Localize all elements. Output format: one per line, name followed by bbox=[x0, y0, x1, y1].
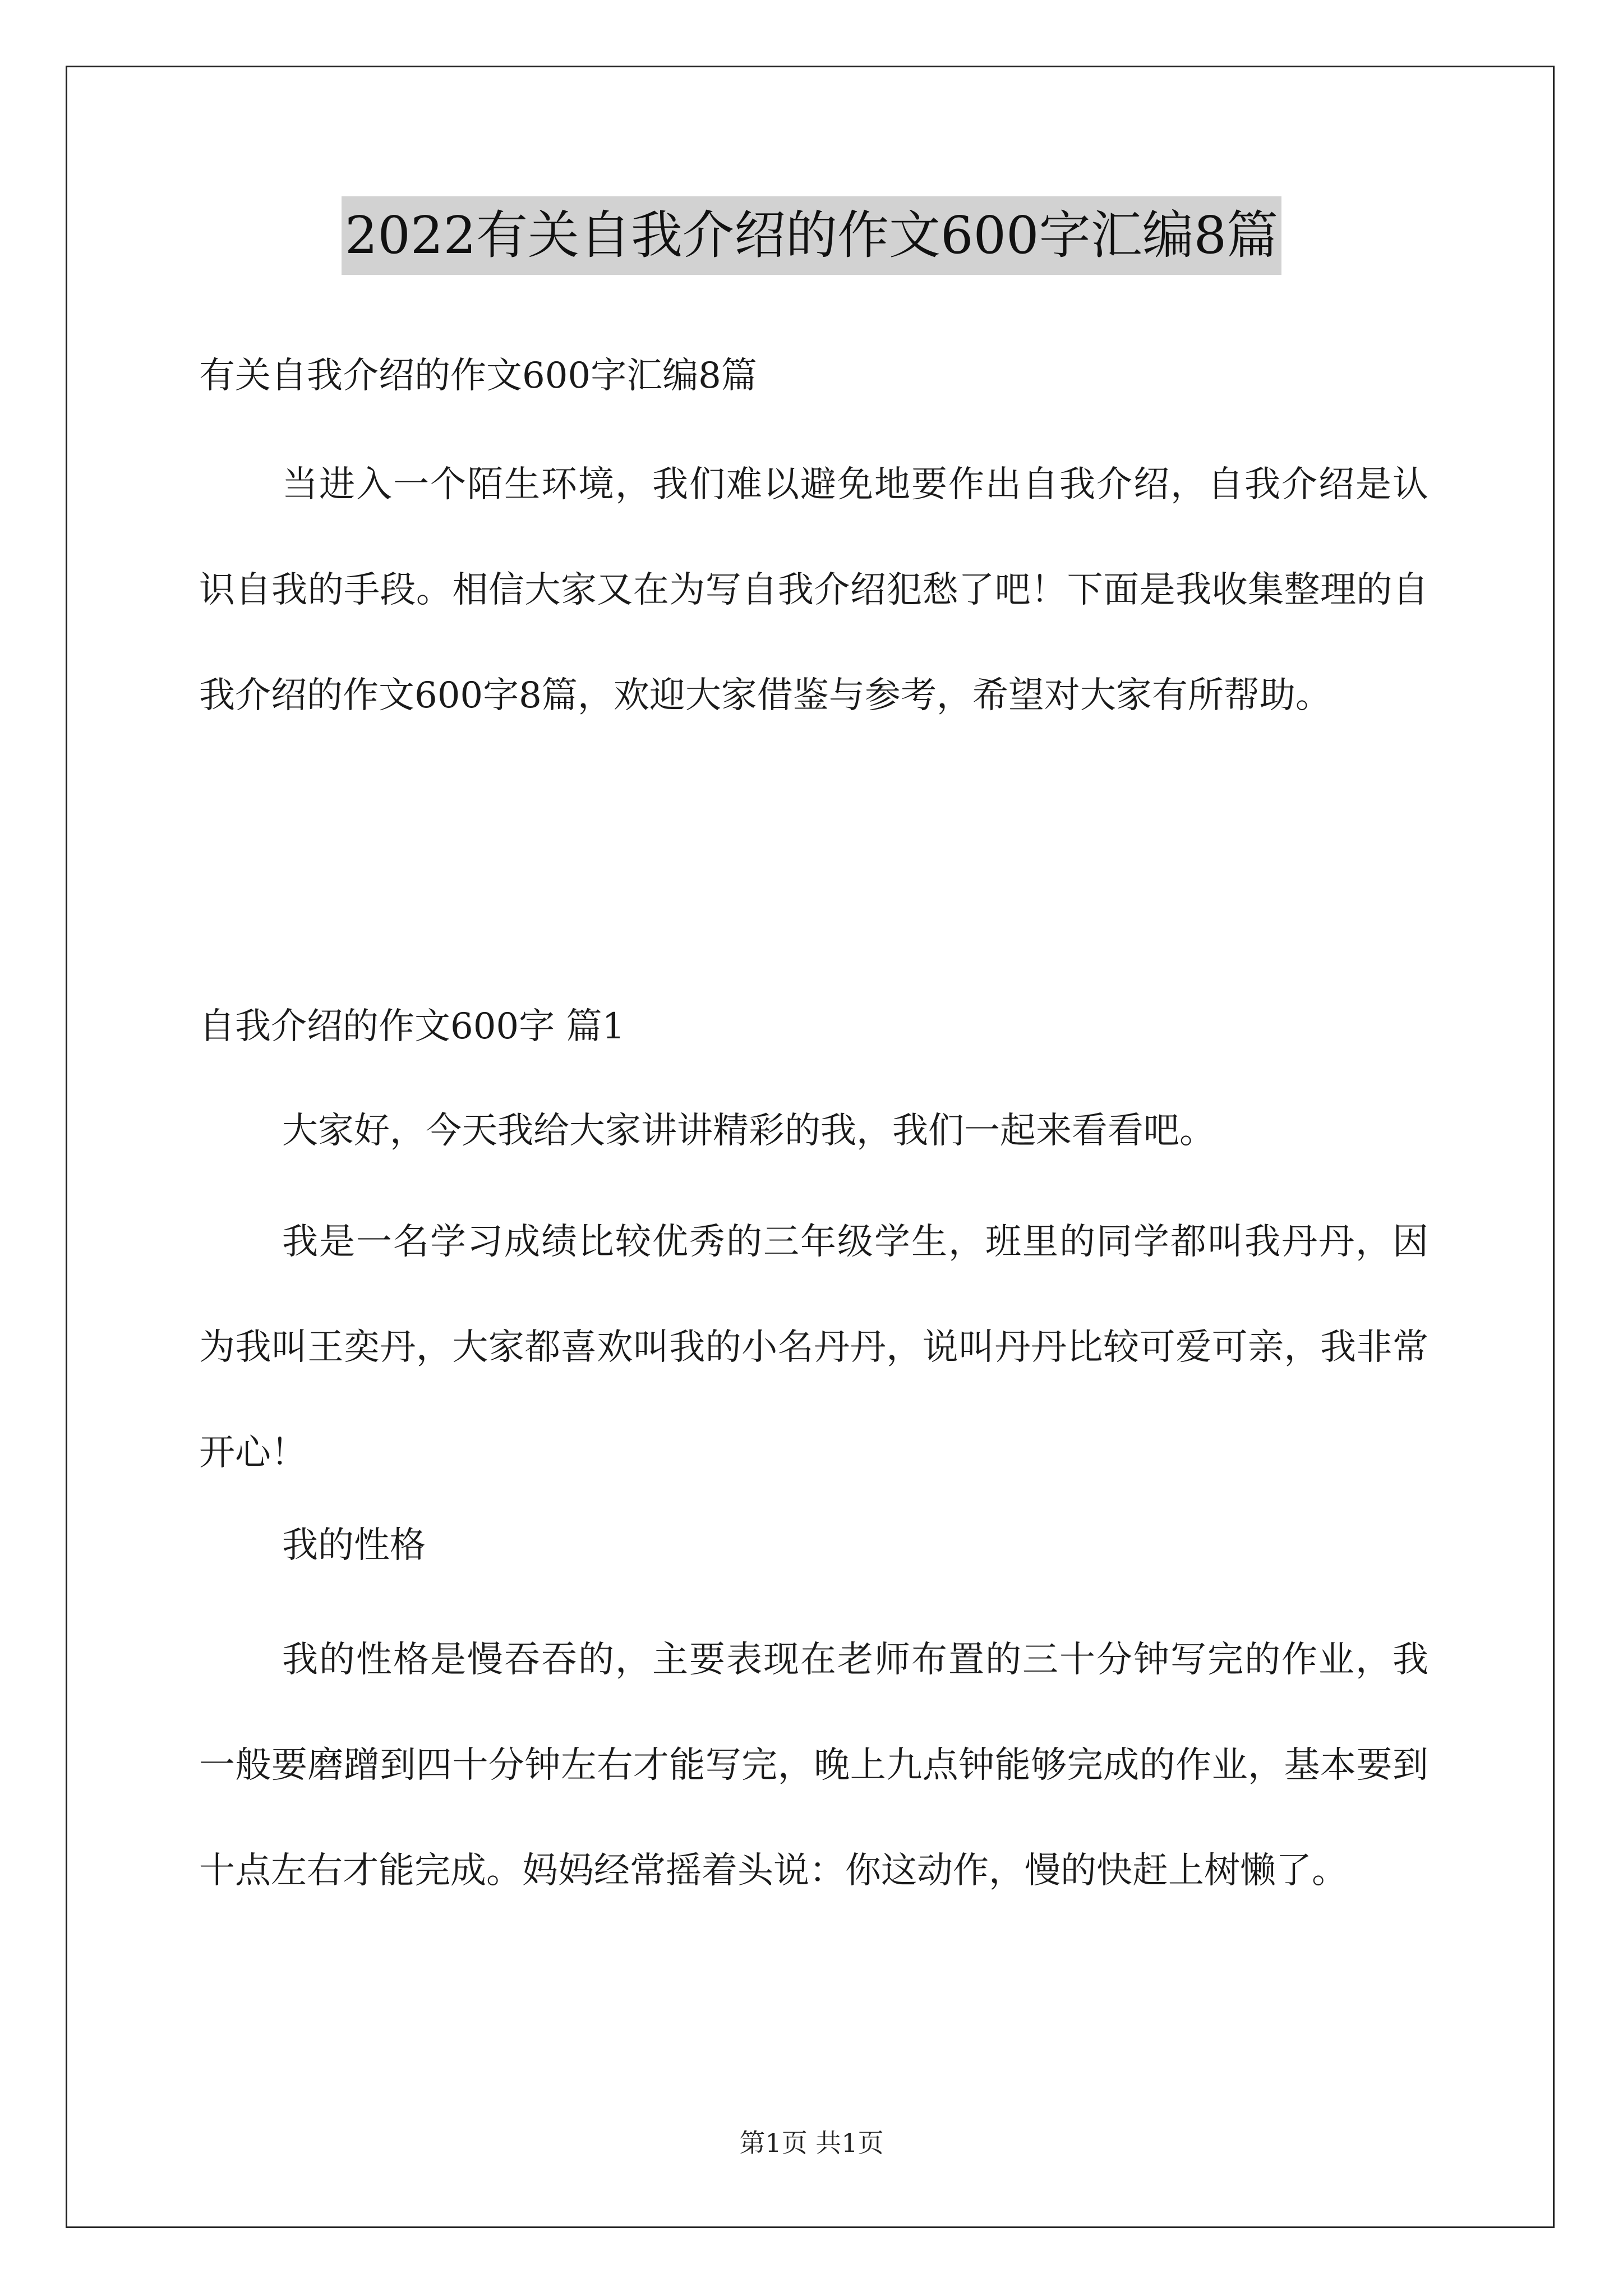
paragraph: 我的性格是慢吞吞的，主要表现在老师布置的三十分钟写完的作业，我一般要磨蹭到四十分钟左右才能写完，晚上九点钟能够完成的作业，基本要到十点左右才能完成。妈妈经常摇着头说：你这动作，慢的快赶上树懒了。 bbox=[199, 1639, 1428, 1892]
title-container bbox=[0, 196, 1623, 275]
document-title: 2022有关自我介绍的作文600字汇编8篇 bbox=[342, 196, 1281, 275]
paragraph: 大家好，今天我给大家讲讲精彩的我，我们一起来看看吧。 bbox=[282, 1110, 1215, 1152]
section-1-paragraph-2 bbox=[199, 1189, 1428, 1506]
section-1-paragraph-1 bbox=[199, 1103, 1428, 1159]
paragraph: 我是一名学习成绩比较优秀的三年级学生，班里的同学都叫我丹丹，因为我叫王奕丹，大家都喜欢叫我的小名丹丹，说叫丹丹比较可爱可亲，我非常开心！ bbox=[199, 1221, 1428, 1474]
intro-block bbox=[199, 432, 1428, 748]
page-footer: 第1页 共1页 bbox=[739, 2128, 884, 2158]
subheading-my-personality: 我的性格 bbox=[282, 1525, 426, 1566]
intro-paragraph: 当进入一个陌生环境，我们难以避免地要作出自我介绍，自我介绍是认识自我的手段。相信大家又在为写自我介绍犯愁了吧！下面是我收集整理的自我介绍的作文600字8篇，欢迎大家借鉴与参考，希望对大家有所帮助。 bbox=[199, 464, 1428, 716]
section-1-paragraph-3 bbox=[199, 1607, 1428, 1924]
document-subtitle: 有关自我介绍的作文600字汇编8篇 bbox=[199, 355, 757, 397]
section-heading: 自我介绍的作文600字 篇1 bbox=[199, 1006, 625, 1047]
section-1-subheading bbox=[199, 1517, 1428, 1573]
